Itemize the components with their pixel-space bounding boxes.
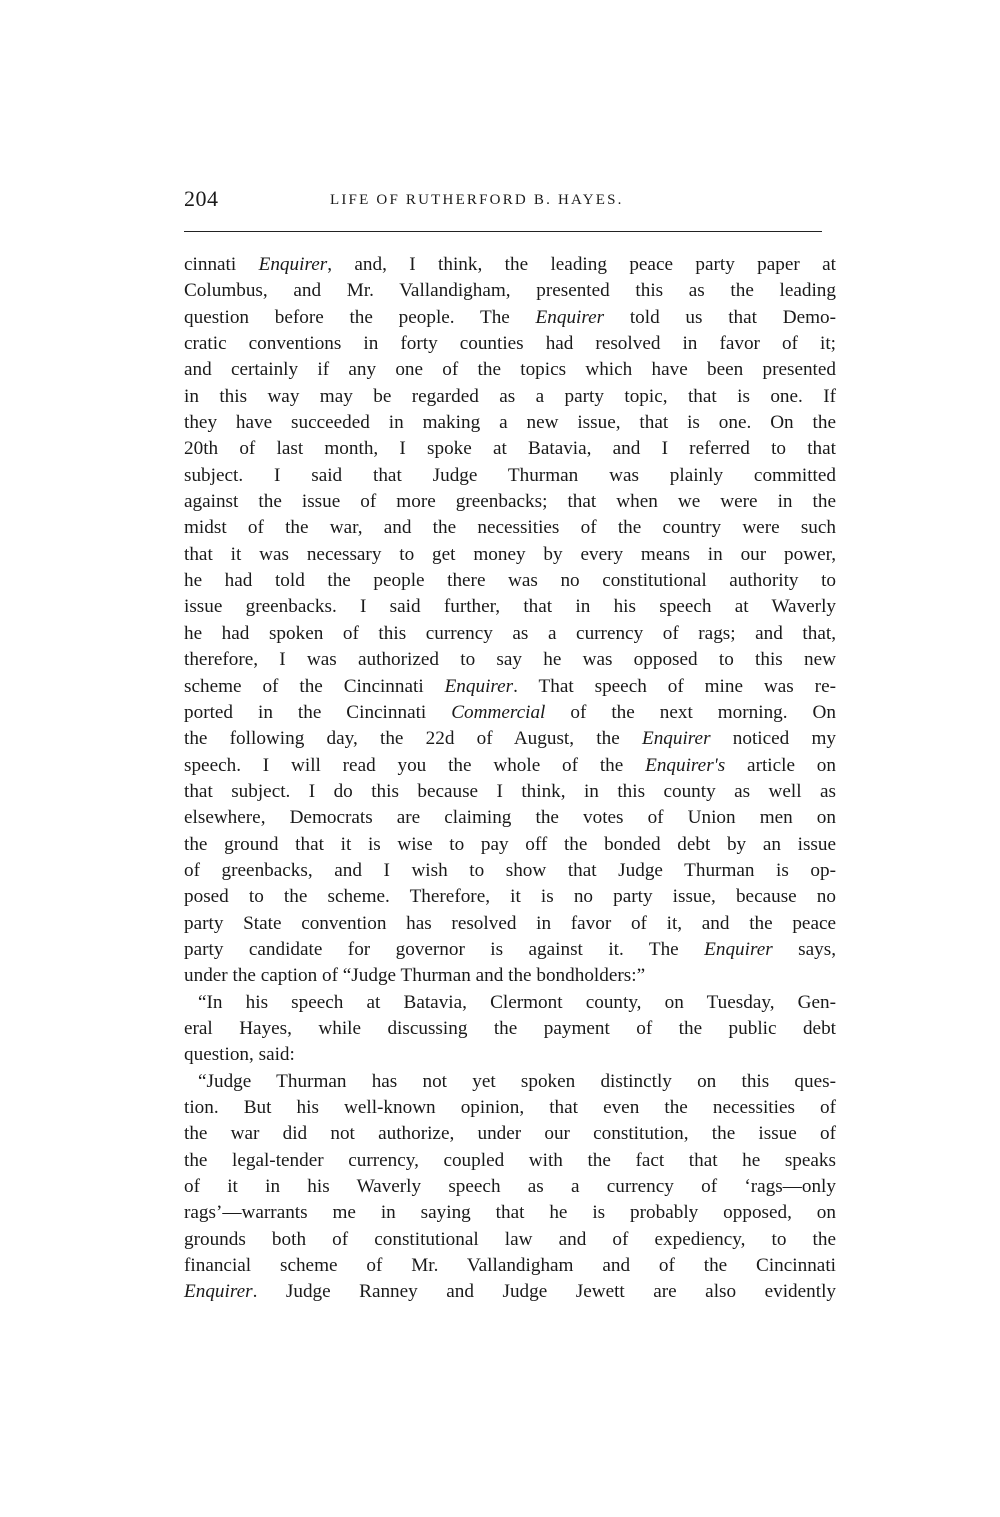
text-run: noticed my — [710, 728, 836, 750]
text-run: that subject. I do this because I think, in this county as well as — [184, 780, 836, 802]
italic-text: Enquirer's — [645, 754, 726, 776]
text-run: rags’—warrants me in saying that he is probably opposed, on — [184, 1202, 836, 1224]
text-run: told us that Demo- — [604, 306, 837, 328]
text-line — [184, 542, 836, 568]
text-line — [184, 832, 836, 858]
text-run: party State convention has resolved in favor of it, and the peace — [184, 912, 836, 934]
italic-text: Enquirer — [641, 728, 711, 750]
text-line — [184, 726, 836, 752]
text-run: says, — [772, 938, 836, 960]
text-line — [184, 331, 836, 357]
text-run: in this way may be regarded as a party topic, that is one. If — [184, 385, 836, 407]
text-run: he had spoken of this currency as a currency of rags; and that, — [184, 622, 836, 644]
text-line — [184, 779, 836, 805]
text-run: the war did not authorize, under our constitution, the issue of — [184, 1123, 836, 1145]
text-run: posed to the scheme. Therefore, it is no party issue, because no — [184, 886, 836, 908]
text-line — [184, 568, 836, 594]
text-run: elsewhere, Democrats are claiming the votes of Union men on — [184, 807, 836, 829]
text-line — [184, 357, 836, 383]
italic-text: Enquirer — [535, 306, 605, 328]
text-line — [184, 858, 836, 884]
text-line — [184, 1121, 836, 1147]
text-run: scheme of the Cincinnati — [184, 675, 445, 697]
text-line — [184, 278, 836, 304]
text-line — [184, 805, 836, 831]
text-run: they have succeeded in making a new issue, that is one. On the — [184, 412, 836, 434]
text-run: the following day, the 22d of August, the — [184, 728, 642, 750]
text-run: financial scheme of Mr. Vallandigham and of the Cincinnati — [184, 1255, 836, 1277]
text-line — [184, 674, 836, 700]
text-line — [184, 963, 836, 989]
italic-text: Commercial — [451, 701, 546, 723]
text-line — [184, 1174, 836, 1200]
text-line — [184, 515, 836, 541]
text-line — [184, 753, 836, 779]
text-line — [184, 990, 836, 1016]
text-line — [184, 384, 836, 410]
text-line — [184, 489, 836, 515]
text-run: , and, I think, the leading peace party paper at — [327, 254, 837, 275]
text-line — [184, 700, 836, 726]
text-line — [184, 1042, 836, 1068]
text-line — [184, 1148, 836, 1174]
text-line — [184, 621, 836, 647]
text-run: issue greenbacks. I said further, that in his speech at Waverly — [184, 596, 836, 618]
text-line — [184, 463, 836, 489]
text-line — [184, 1069, 836, 1095]
text-line — [184, 305, 836, 331]
text-run: . Judge Ranney and Judge Jewett are also evidently — [252, 1281, 836, 1303]
text-line — [184, 1253, 836, 1279]
text-line — [184, 1095, 836, 1121]
text-run: midst of the war, and the necessities of the country were such — [184, 517, 836, 539]
text-run: the ground that it is wise to pay off the bonded debt by an issue — [184, 833, 836, 855]
text-run: Columbus, and Mr. Vallandigham, presented this as the leading — [184, 280, 836, 302]
text-line — [184, 594, 836, 620]
text-line — [184, 911, 836, 937]
italic-text: Enquirer — [704, 938, 773, 960]
text-run: therefore, I was authorized to say he was opposed to this new — [184, 649, 836, 671]
text-line — [184, 884, 836, 910]
text-line — [184, 436, 836, 462]
text-run: question before the people. The — [184, 306, 536, 328]
page-number: 204 — [184, 186, 219, 211]
italic-text: Enquirer — [184, 1281, 253, 1303]
text-run: under the caption of “Judge Thurman and the bondholders:” — [184, 965, 646, 987]
header-rule — [184, 231, 822, 232]
text-run: cinnati — [184, 254, 259, 275]
text-run: that it was necessary to get money by every means in our power, — [184, 543, 836, 565]
text-run: against the issue of more greenbacks; that when we were in the — [184, 491, 836, 513]
running-title: LIFE OF RUTHERFORD B. HAYES. — [330, 192, 624, 208]
text-line — [184, 410, 836, 436]
text-line — [184, 1016, 836, 1042]
italic-text: Enquirer — [444, 675, 514, 697]
text-run: and certainly if any one of the topics which have been presented — [184, 359, 836, 381]
text-run: cratic conventions in forty counties had resolved in favor of it; — [184, 333, 836, 355]
text-run: of greenbacks, and I wish to show that Judge Thurman is op- — [184, 859, 836, 881]
text-run: “In his speech at Batavia, Clermont county, on Tuesday, Gen- — [198, 991, 836, 1013]
text-line — [184, 937, 836, 963]
text-run: eral Hayes, while discussing the payment of the public debt — [184, 1017, 836, 1039]
text-line — [184, 1200, 836, 1226]
text-run: subject. I said that Judge Thurman was plainly committed — [184, 464, 836, 486]
text-run: . That speech of mine was re- — [513, 675, 836, 697]
text-line — [184, 647, 836, 673]
text-run: grounds both of constitutional law and of expediency, to the — [184, 1228, 836, 1250]
text-run: the legal-tender currency, coupled with the fact that he speaks — [184, 1149, 836, 1171]
italic-text: Enquirer — [258, 254, 328, 275]
text-run: “Judge Thurman has not yet spoken distinctly on this ques- — [198, 1070, 836, 1092]
text-run: party candidate for governor is against it. The — [184, 938, 705, 960]
text-run: ported in the Cincinnati — [184, 701, 452, 723]
text-run: of the next morning. On — [545, 701, 836, 723]
text-line — [184, 252, 836, 278]
text-line — [184, 1227, 836, 1253]
text-run: of it in his Waverly speech as a currency of ‘rags—only — [184, 1176, 836, 1198]
text-run: 20th of last month, I spoke at Batavia, and I referred to that — [184, 438, 836, 460]
text-run: question, said: — [184, 1044, 295, 1066]
text-run: article on — [725, 754, 836, 776]
text-run: he had told the people there was no constitutional authority to — [184, 570, 836, 592]
page-header — [184, 186, 822, 226]
body-text — [184, 252, 836, 1306]
text-line — [184, 1279, 836, 1305]
text-run: tion. But his well-known opinion, that even the necessities of — [184, 1097, 836, 1118]
text-run: speech. I will read you the whole of the — [184, 754, 646, 776]
